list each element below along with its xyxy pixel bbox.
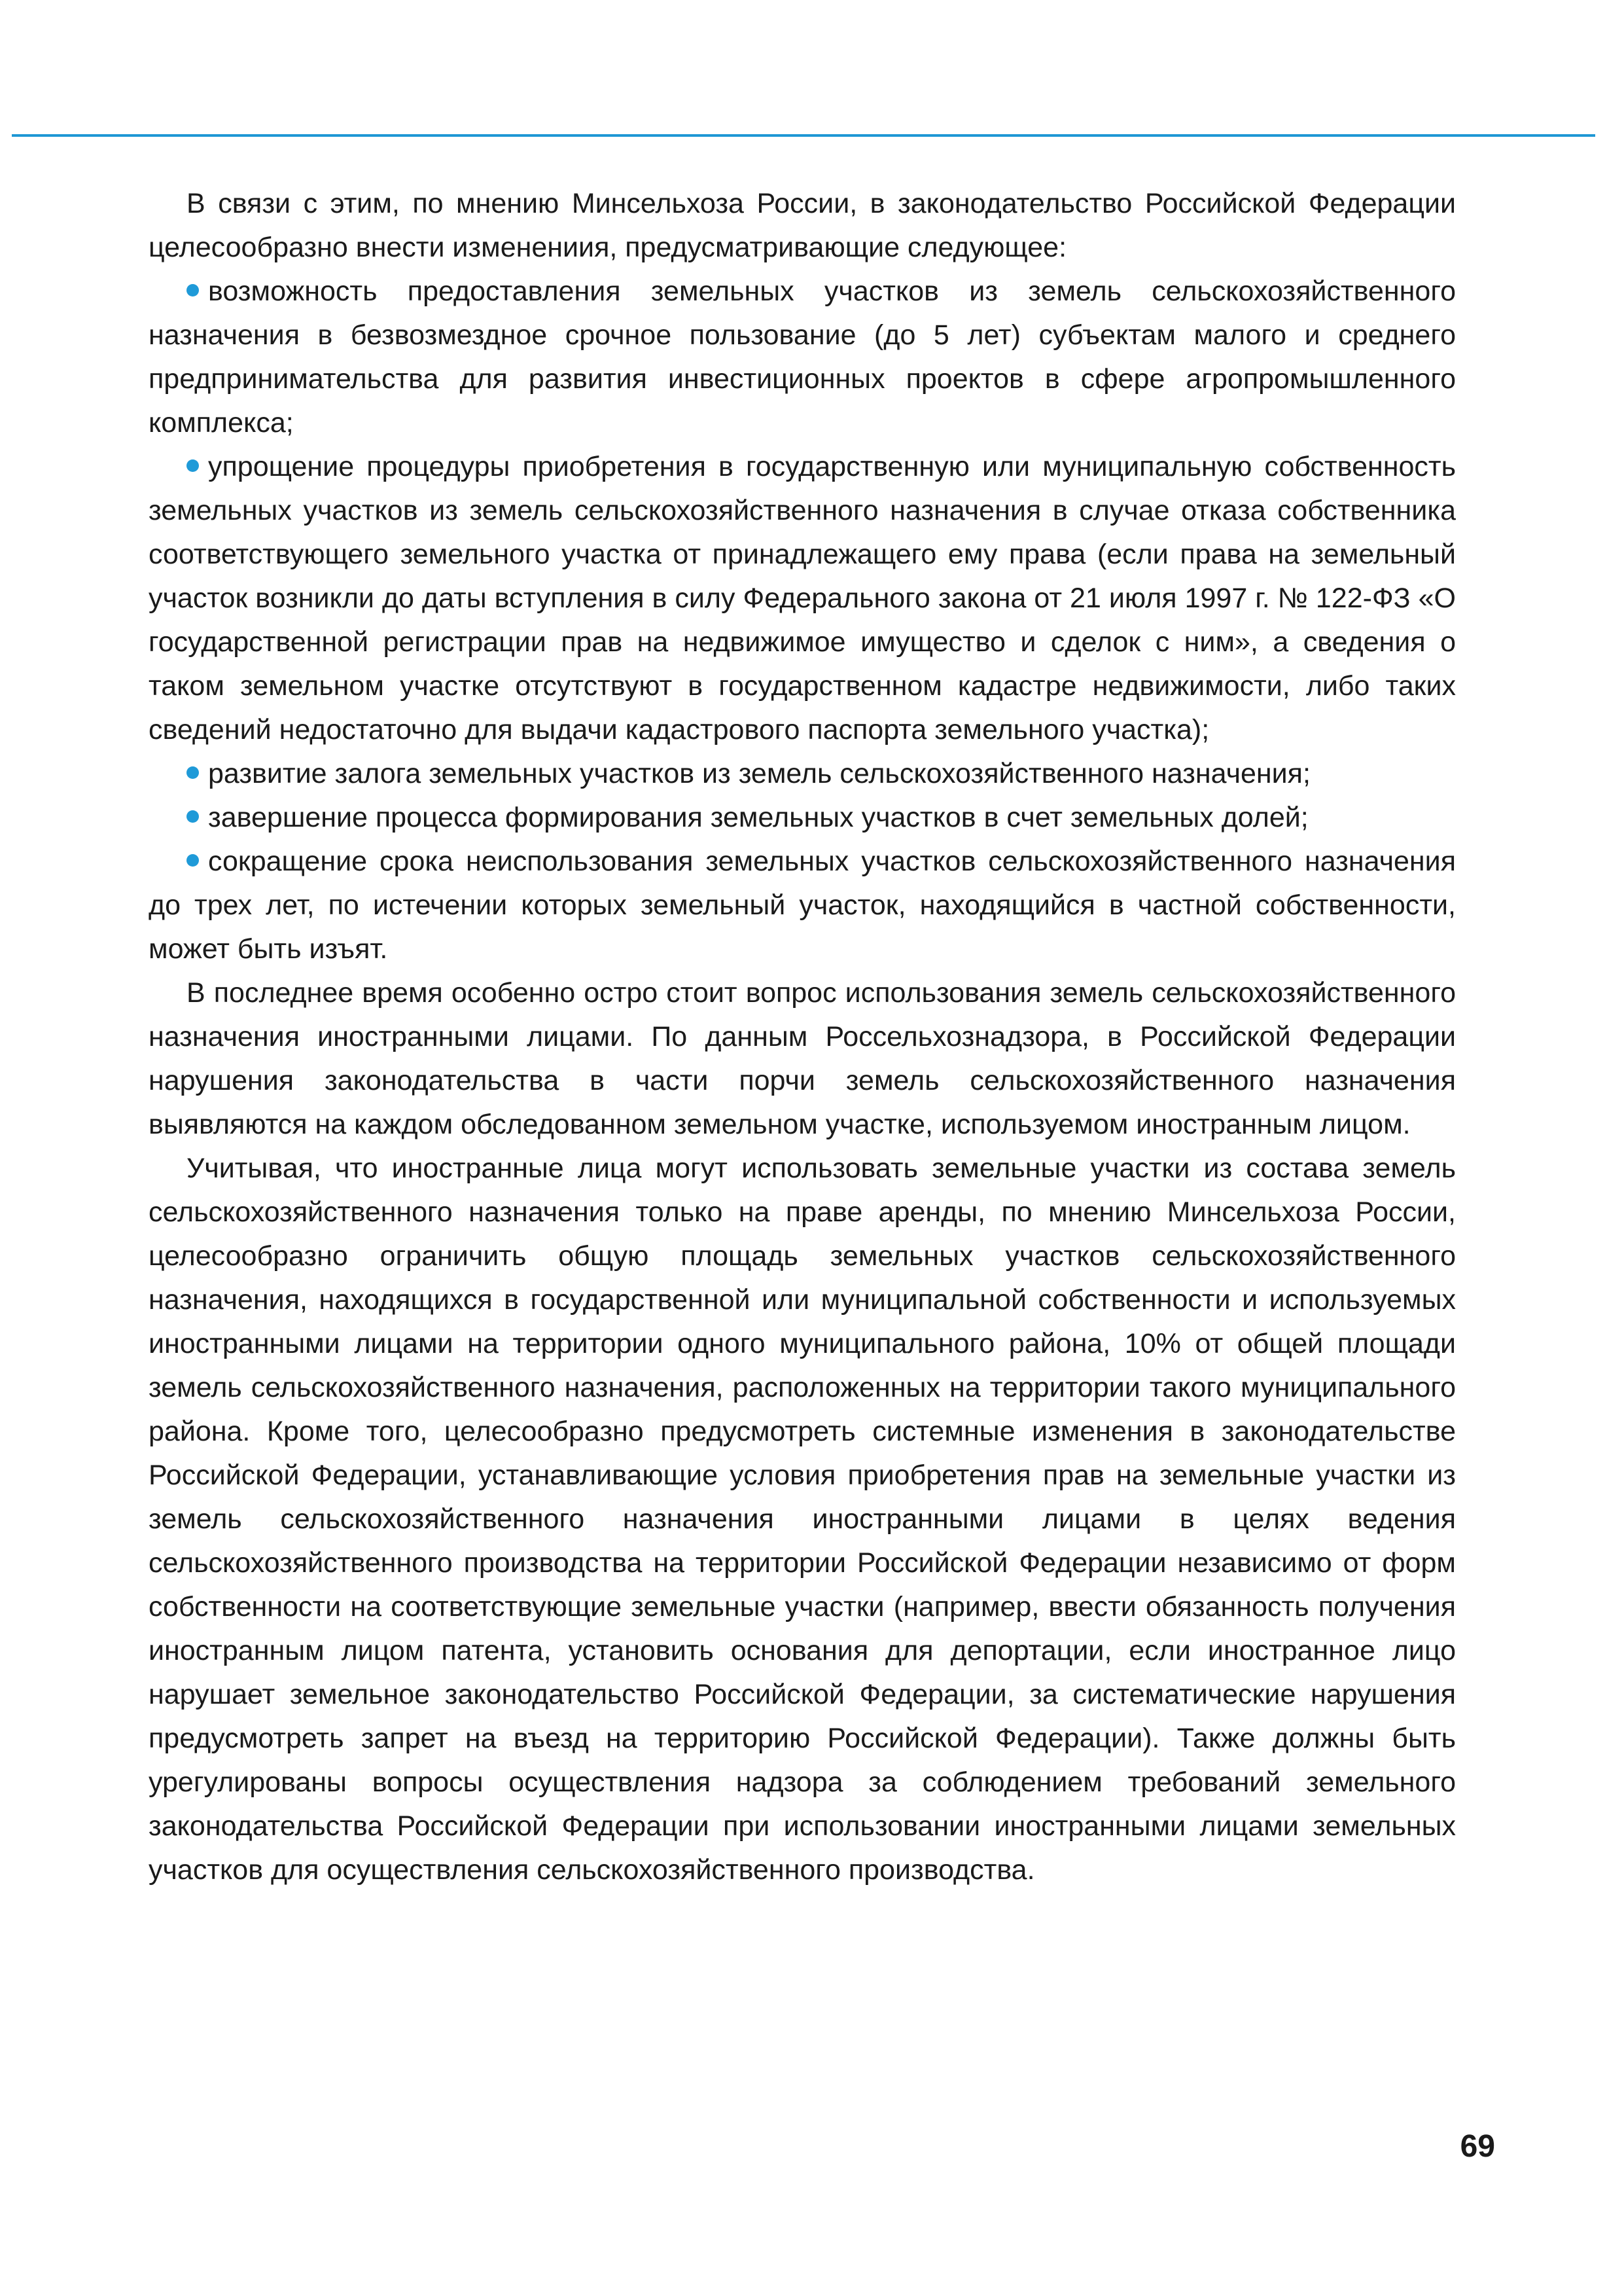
intro-paragraph: В связи с этим, по мнению Минсельхоза России, в законодательство Российской Федерации целесообразно внести изменениия, предусматривающие следующее: [149, 188, 1456, 263]
bullet-item [149, 796, 1456, 840]
body-paragraph: В последнее время особенно остро стоит вопрос использования земель сельскохозяйственного назначения иностранными лицами. По данным Россельхознадзора, в Российской Федерации нарушения законодательства в части порчи земель сельскохозяйственного назначения выявляются на каждом обследованном земельном участке, используемом иностранным лицом. [149, 977, 1456, 1140]
bullet-text: упрощение процедуры приобретения в государственную или муниципальную собственность земельных участков из земель сельскохозяйственного назначения в случае отказа собственника соответствующего земельного участка от принадлежащего ему права (если права на земельный участок возникли до даты вступления в силу Федерального закона от 21 июля 1997 г. № 122-ФЗ «О государственной регистрации прав на недвижимое имущество и сделок с ним», а сведения о таком земельном участке отсутствуют в государственном кадастре недвижимости, либо таких сведений недостаточно для выдачи кадастрового паспорта земельного участка); [149, 451, 1456, 745]
bullet-item [149, 752, 1456, 796]
page-body [149, 182, 1456, 1892]
page-number: 69 [1460, 2129, 1495, 2164]
bullet-item [149, 270, 1456, 445]
bullet-dot-icon [186, 810, 199, 823]
bullet-text: сокращение срока неиспользования земельных участков сельскохозяйственного назначения до трех лет, по истечении которых земельный участок, находящийся в частной собственности, может быть изъят. [149, 846, 1456, 965]
bullet-item [149, 445, 1456, 752]
top-divider-line [12, 134, 1595, 137]
bullet-text: возможность предоставления земельных участков из земель сельскохозяйственного назначения в безвозмездное срочное пользование (до 5 лет) субъектам малого и среднего предпринимательства для развития инвестиционных проектов в сфере агропромышленного комплекса; [149, 276, 1456, 439]
bullet-item [149, 840, 1456, 971]
bullet-dot-icon [186, 284, 199, 296]
bullet-dot-icon [186, 459, 199, 472]
bullet-text: завершение процесса формирования земельных участков в счет земельных долей; [208, 802, 1309, 833]
bullet-dot-icon [186, 854, 199, 867]
bullet-text: развитие залога земельных участков из земель сельскохозяйственного назначения; [208, 758, 1311, 789]
bullet-dot-icon [186, 766, 199, 779]
body-paragraph: Учитывая, что иностранные лица могут использовать земельные участки из состава земель сельскохозяйственного назначения только на праве аренды, по мнению Минсельхоза России, целесообразно ограничить общую площадь земельных участков сельскохозяйственного назначения, находящихся в государственной или муниципальной собственности и используемых иностранными лицами на территории одного муниципального района, 10% от общей площади земель сельскохозяйственного назначения, расположенных на территории такого муниципального района. Кроме того, целесообразно предусмотреть системные изменения в законодательстве Российской Федерации, устанавливающие условия приобретения прав на земельные участки из земель сельскохозяйственного назначения иностранными лицами в целях ведения сельскохозяйственного производства на территории Российской Федерации независимо от форм собственности на соответствующие земельные участки (например, ввести обязанность получения иностранным лицом патента, установить основания для депортации, если иностранное лицо нарушает земельное законодательство Российской Федерации, за систематические нарушения предусмотреть запрет на въезд на территорию Российской Федерации). Также должны быть урегулированы вопросы осуществления надзора за соблюдением требований земельного законодательства Российской Федерации при использовании иностранными лицами земельных участков для осуществления сельскохозяйственного производства. [149, 1153, 1456, 1886]
